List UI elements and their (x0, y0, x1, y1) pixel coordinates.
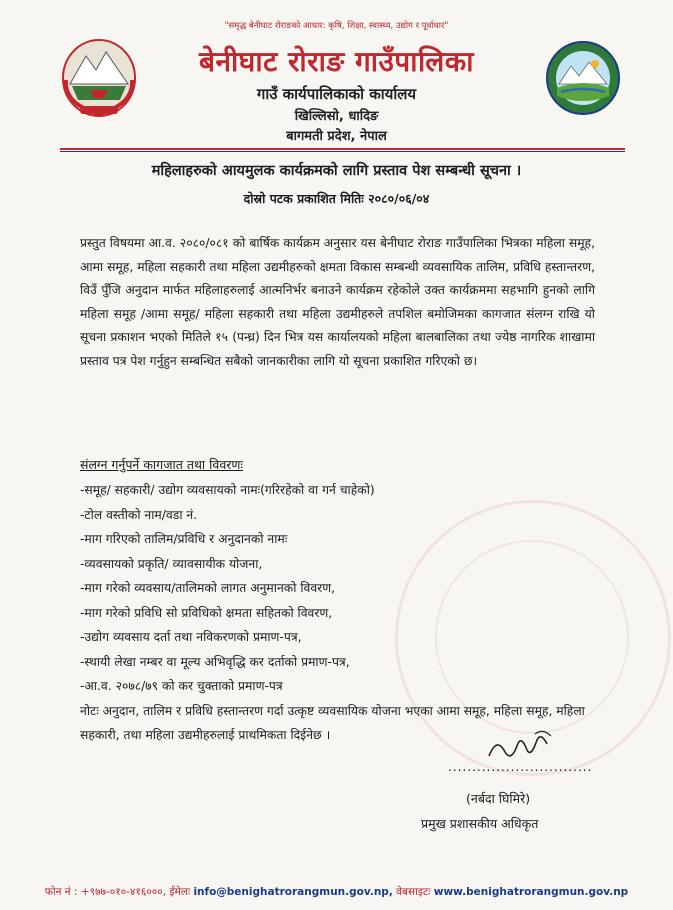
list-item: -व्यवसायको प्रकृति/ व्यावसायीक योजना, (80, 556, 263, 571)
email-label: ईमेलः (169, 886, 191, 898)
office-name: गाउँ कार्यपालिकाको कार्यालय (256, 85, 417, 103)
list-item: -टोल वस्तीको नाम/वडा नं. (80, 507, 198, 522)
list-item: -उद्योग व्यवसाय दर्ता तथा नविकरणको प्रमाण-पत्र, (80, 630, 302, 644)
signatory-name: (नर्बदा घिमिरे) (466, 791, 531, 806)
header-divider-red (60, 148, 625, 150)
notice-body: प्रस्तुत विषयमा आ.व. २०८०/०८१ को बार्षिक कार्यक्रम अनुसार यस बेनीघाट रोराङ गाउँपालिका भित्रका महिला समूह, आमा समूह, महिला सहकारी तथा महिला उद्यमीहरुको क्षमता विकास सम्बन्धी व्यवसायिक तालिम, प्रविधि हस्तान्तरण, विउँ पुँजि अनुदान मार्फत महिलाहरुलाई आत्मनिर्भर बनाउने कार्यक्रम रहेकोले उक्त कार्यक्रममा सहभागि हुनको लागि महिला समूह /आमा समूह/ महिला सहकारी तथा महिला उद्यमीहरुले तपशिल बमोजिमका कागजात संलग्न राखि यो सूचना प्रकाशन भएको मितिले १५ (पन्ध्र) दिन भित्र यस कार्यालयको महिला बालबालिका तथा ज्येष्ठ नागरिक शाखामा प्रस्ताव पत्र पेश गर्नुहुन सम्बन्धित सबैको जानकारीका लागि यो सूचना प्रकाशित गरिएको छ। (80, 236, 595, 368)
notice-note: नोटः अनुदान, तालिम र प्रविधि हस्तान्तरण गर्दा उत्कृष्ट व्यवसायिक योजना भएका आमा समूह, महिला समूह, महिला सहकारी, तथा महिला उद्यमीहरुलाई प्राथमिकता दिईनेछ । (80, 704, 585, 742)
list-item: -स्थायी लेखा नम्बर वा मूल्य अभिवृद्धि कर दर्ताको प्रमाण-पत्र, (80, 654, 350, 669)
list-item: -माग गरेको व्यवसाय/तालिमको लागत अनुमानको विवरण, (80, 581, 336, 595)
phone-number: +९७७-०१०-४१६०००, (80, 886, 167, 898)
province-address: बागमती प्रदेश, नेपाल (286, 129, 387, 144)
footer-contact (0, 885, 673, 899)
requirements-list (80, 478, 620, 699)
website-link[interactable]: www.benighatrorangmun.gov.np (433, 886, 629, 898)
municipality-name: बेनीघाट रोराङ गाउँपालिका (199, 45, 474, 78)
requirements-heading: संलग्न गर्नुपर्ने कागजात तथा विवरणः (80, 457, 243, 472)
header-divider-blue (60, 151, 625, 152)
list-item: -माग गरेको प्रविधि सो प्रविधिको क्षमता सहितको विवरण, (80, 605, 333, 620)
district-address: खिल्लिसो, धादिङ (294, 109, 379, 124)
phone-label: फोन नं : (44, 886, 78, 898)
list-item: -समूह/ सहकारी/ उद्योग व्यवसायको नामः(गरिरहेको वा गर्न चाहेको) (80, 483, 375, 497)
list-item: -आ.व. २०७८/७९ को कर चुक्ताको प्रमाण-पत्र (80, 679, 283, 693)
signature-line: .............................. (448, 760, 593, 774)
website-label: वेबसाइटः (396, 886, 431, 898)
motto: "समृद्ध बेनीघाट रोराङको आधार: कृषि, शिक्षा, स्वास्थ्य, उद्योग र पूर्वाधार" (224, 21, 449, 31)
list-item: -माग गरिएको तालिम/प्रविधि र अनुदानको नामः (80, 532, 288, 546)
publication-date: दोस्रो पटक प्रकाशित मितिः २०८०/०६/०४ (243, 191, 430, 206)
notice-title: महिलाहरुको आयमुलक कार्यक्रमको लागि प्रस्ताव पेश सम्बन्धी सूचना । (151, 163, 522, 179)
signatory-title: प्रमुख प्रशासकीय अधिकृत (421, 816, 539, 831)
email-link[interactable]: info@benighatrorangmun.gov.np, (193, 886, 393, 898)
